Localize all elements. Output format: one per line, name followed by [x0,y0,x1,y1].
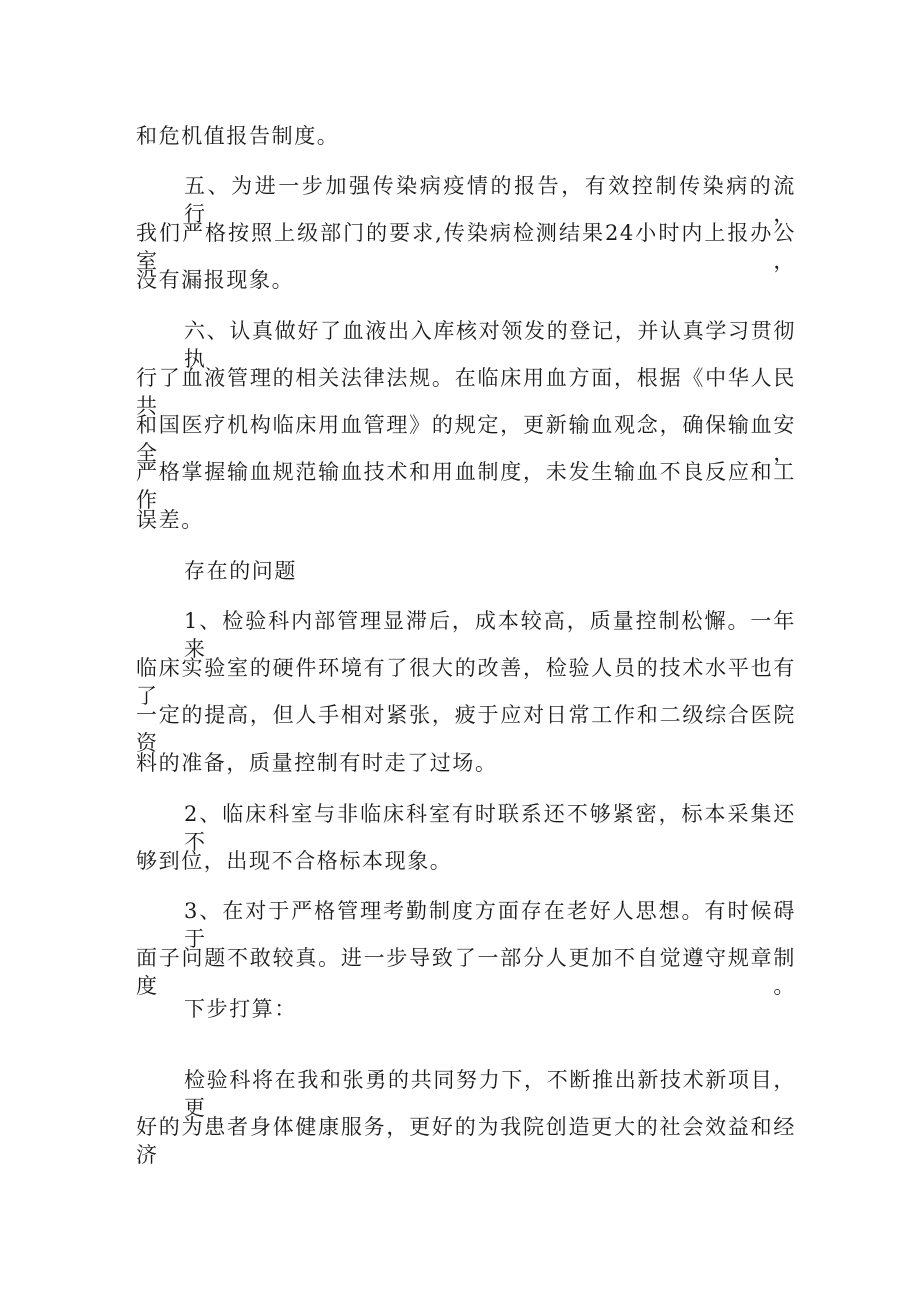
paragraph-line: 误差。 [136,508,204,532]
paragraph-line: 六、认真做好了血液出入库核对领发的登记，并认真学习贯彻执 [184,319,796,371]
paragraph-line: 一定的提高，但人手相对紧张，疲于应对日常工作和二级综合医院资 [136,703,796,755]
paragraph-line: 够到位，出现不合格标本现象。 [136,849,453,873]
paragraph-line: 我们严格按照上级部门的要求,传染病检测结果24小时内上报办公室， [136,221,796,273]
paragraph-line: 没有漏报现象。 [136,268,295,292]
paragraph-line: 3、在对于严格管理考勤制度方面存在老好人思想。有时候碍于 [184,899,796,951]
paragraph-line: 严格掌握输血规范输血技术和用血制度，未发生输血不良反应和工作 [136,460,796,512]
paragraph-line: 2、临床科室与非临床科室有时联系还不够紧密，标本采集还不 [184,802,796,854]
paragraph-line: 和国医疗机构临床用血管理》的规定，更新输血观念，确保输血安全， [136,413,796,465]
section-heading: 下步打算： [184,997,297,1021]
paragraph-line: 检验科将在我和张勇的共同努力下，不断推出新技术新项目，更 [184,1068,796,1120]
paragraph-line: 好的为患者身体健康服务，更好的为我院创造更大的社会效益和经济 [136,1115,796,1167]
paragraph-line: 和危机值报告制度。 [136,124,340,148]
paragraph-line: 1、检验科内部管理显滞后，成本较高，质量控制松懈。一年来 [184,609,796,661]
section-heading: 存在的问题 [184,559,297,583]
paragraph-line: 行了血液管理的相关法律法规。在临床用血方面，根据《中华人民共 [136,366,796,418]
paragraph-line: 料的准备，质量控制有时走了过场。 [136,751,498,775]
paragraph-line: 五、为进一步加强传染病疫情的报告，有效控制传染病的流行， [184,174,796,226]
paragraph-line: 临床实验室的硬件环境有了很大的改善，检验人员的技术水平也有了 [136,656,796,708]
paragraph-line: 面子问题不敢较真。进一步导致了一部分人更加不自觉遵守规章制度。 [136,946,796,998]
